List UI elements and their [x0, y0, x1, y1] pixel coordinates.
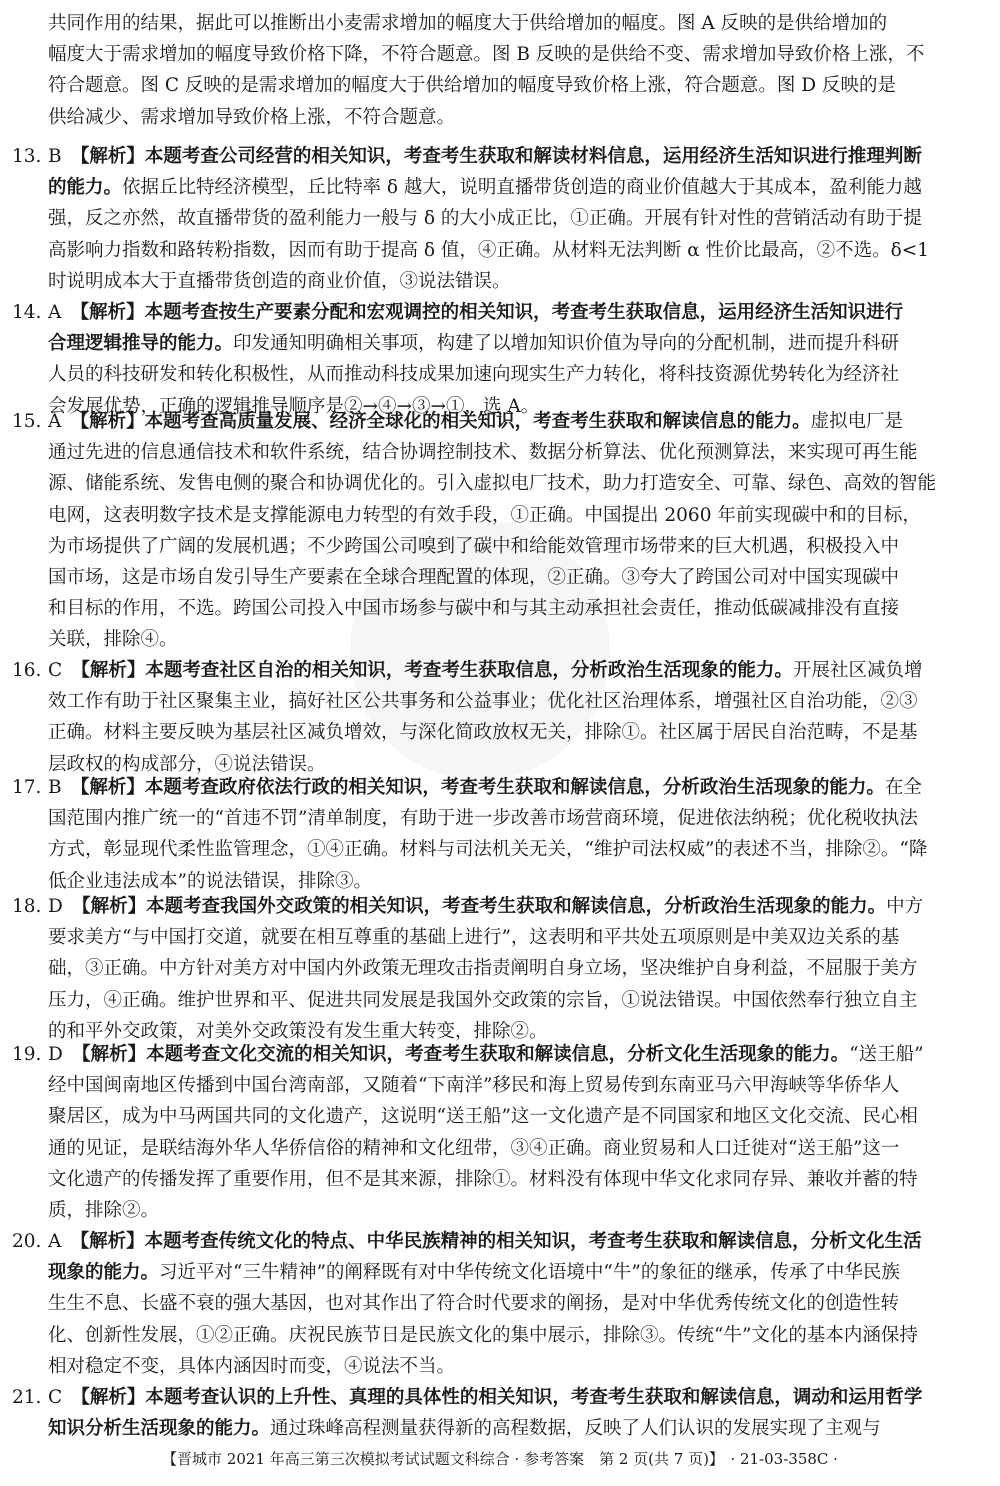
analysis-text: 相对稳定不变，具体内涵因时而变，④说法不当。 [48, 1355, 456, 1377]
analysis-text: 和目标的作用，不选。跨国公司投入中国市场参与碳中和与其主动承担社会责任，推动低碳减排没有直接 [48, 598, 900, 620]
analysis-summary: 本题考查认识的上升性、真理的具体性的相关知识，考查考生获取和解读信息，调动和运用哲学 [145, 1387, 923, 1408]
bold-text: 知识分析生活现象的能力。 [48, 1418, 271, 1440]
text-line [12, 203, 982, 234]
analysis-text: 时说明成本大于直播带货创造的商业价值，③说法错误。 [48, 270, 511, 292]
text-line: 符合题意。图 C 反映的是需求增加的幅度大于供给增加的幅度导致价格上涨，符合题意。图 D 反映的是 [48, 75, 897, 97]
analysis-summary: 本题考查高质量发展、经济全球化的相关知识，考查考生获取和解读信息的能力。 [144, 411, 811, 432]
analysis-text: 通过珠峰高程测量获得新的高程数据，反映了人们认识的发展实现了主观与 [270, 1418, 881, 1440]
analysis-text: 文化遗产的传播发挥了重要作用，但不是其来源，排除①。材料没有体现中华文化求同存异、兼收并蓄的特 [48, 1168, 918, 1190]
analysis-text: 会发展优势，正确的逻辑推导顺序是②→④→③→①，选 A。 [48, 395, 540, 417]
answer-choice: D [48, 896, 63, 917]
analysis-text: 方式，彰显现代柔性监管理念，①④正确。材料与司法机关无关，“维护司法权威”的表述不当，排除②。“降 [48, 839, 928, 861]
answer-item [12, 772, 982, 897]
item-first-line [12, 772, 982, 803]
item-first-line [12, 406, 982, 437]
analysis-label: 【解析】 [71, 660, 146, 681]
analysis-text: 国市场，这是市场自发引导生产要素在全球合理配置的体现，②正确。③夸大了跨国公司对中国实现碳中 [48, 567, 900, 589]
answer-choice: A [48, 1231, 62, 1252]
item-first-line [12, 1382, 982, 1413]
text-line [12, 985, 982, 1016]
analysis-text: 高影响力指数和路转粉指数，因而有助于提高 δ 值，④正确。从材料无法判断 α 性价比最高，②不选。δ<1 [48, 239, 930, 261]
analysis-label: 【解析】 [71, 1387, 146, 1408]
analysis-summary: 本题考查社区自治的相关知识，考查考生获取信息，分析政治生活现象的能力。 [145, 660, 793, 681]
footer-code: · 21-03-358C · [730, 1450, 838, 1468]
text-line [12, 235, 982, 266]
analysis-text: 关联，排除④。 [48, 629, 178, 651]
analysis-text: 强，反之亦然，故直播带货的盈利能力一般与 δ 的大小成正比，①正确。开展有针对性的营销活动有助于提 [48, 208, 922, 230]
text-line [12, 686, 982, 717]
analysis-label: 【解析】 [72, 1044, 147, 1065]
answer-choice: A [48, 411, 62, 432]
answer-item [12, 891, 982, 1047]
text-line [12, 562, 982, 593]
text-line [12, 1133, 982, 1164]
text-line [12, 1257, 982, 1288]
page-footer [0, 1448, 1000, 1470]
analysis-label: 【解析】 [70, 411, 145, 432]
analysis-text: 习近平对“三牛精神”的阐释既有对中华传统文化语境中“牛”的象征的继承，传承了中华民族 [159, 1262, 900, 1284]
text-line [12, 803, 982, 834]
analysis-label: 【解析】 [70, 1231, 145, 1252]
analysis-text: 础，③正确。中方针对美方对中国内外政策无理攻击指责阐明自身立场，坚决维护自身利益，不屈服于美方 [48, 958, 918, 980]
analysis-summary: 本题考查按生产要素分配和宏观调控的相关知识，考查考生获取信息，运用经济生活知识进行 [144, 302, 904, 323]
item-first-line [12, 655, 982, 686]
analysis-text: 电网，这表明数字技术是支撑能源电力转型的有效手段，①正确。中国提出 2060 年前实现碳中和的目标， [48, 504, 921, 526]
question-number: 13. [12, 146, 42, 167]
analysis-text: 开展社区减负增 [792, 660, 923, 681]
analysis-text: 依据丘比特经济模型，丘比特率 δ 越大，说明直播带货创造的商业价值越大于其成本，盈利能力越 [122, 177, 922, 199]
text-line [12, 266, 982, 297]
answer-choice: A [48, 302, 62, 323]
text-line [12, 468, 982, 499]
analysis-text: 生生不息、长盛不衰的强大基因，也对其作出了符合时代要求的阐扬，是对中华优秀传统文化的创造性转 [48, 1293, 900, 1315]
text-line [12, 834, 982, 865]
analysis-text: 人员的科技研发和转化积极性，从而推动科技成果加速向现实生产力转化，将科技资源优势转化为经济社 [48, 364, 900, 386]
answer-item [12, 1039, 982, 1226]
analysis-text: 印发通知明确相关事项，构建了以增加知识价值为导向的分配机制，进而提升科研 [233, 333, 900, 355]
text-line: 共同作用的结果，据此可以推断出小麦需求增加的幅度大于供给增加的幅度。图 A 反映的是供给增加的 [48, 13, 888, 34]
question-number: 17. [12, 777, 42, 798]
text-line [12, 1070, 982, 1101]
text-line [12, 1101, 982, 1132]
item-first-line [12, 1039, 982, 1070]
question-number: 18. [12, 896, 42, 917]
answer-choice: D [48, 1044, 63, 1065]
analysis-text: 聚居区，成为中马两国共同的文化遗产，这说明“送王船”这一文化遗产是不同国家和地区文化交流、民心相 [48, 1106, 918, 1128]
bold-text: 的能力。 [48, 177, 123, 199]
intro-paragraph [48, 8, 982, 133]
answer-choice: B [48, 777, 62, 798]
analysis-text: 源、储能系统、发售电侧的聚合和协调优化的。引入虚拟电厂技术，助力打造安全、可靠、绿色、高效的智能 [48, 473, 937, 495]
answer-choice: B [48, 146, 62, 167]
text-line: 供给减少、需求增加导致价格上涨，不符合题意。 [48, 106, 456, 128]
analysis-summary: 本题考查政府依法行政的相关知识，考查考生获取和解读信息，分析政治生活现象的能力。 [144, 777, 885, 798]
analysis-text: 为市场提供了广阔的发展机遇；不少跨国公司嗅到了碳中和给能效管理市场带来的巨大机遇，积极投入中 [48, 535, 900, 557]
analysis-text: 通过先进的信息通信技术和软件系统，结合协调控制技术、数据分析算法、优化预测算法，来实现可再生能 [48, 442, 918, 464]
analysis-text: 要求美方“与中国打交道，就要在相互尊重的基础上进行”，这表明和平共处五项原则是中美双边关系的基 [48, 927, 900, 949]
text-line [12, 172, 982, 203]
text-line [12, 717, 982, 748]
question-number: 16. [12, 660, 42, 681]
analysis-summary: 本题考查我国外交政策的相关知识，考查考生获取和解读信息，分析政治生活现象的能力。 [146, 896, 887, 917]
analysis-text: 经中国闽南地区传播到中国台湾南部，又随着“下南洋”移民和海上贸易传到东南亚马六甲海峡等华侨华人 [48, 1075, 900, 1097]
analysis-summary: 本题考查公司经营的相关知识，考查考生获取和解读材料信息，运用经济生活知识进行推理判断 [144, 146, 922, 167]
analysis-text: 国范围内推广统一的“首违不罚”清单制度，有助于进一步改善市场营商环境，促进依法纳税；优化税收执法 [48, 808, 918, 830]
analysis-text: “送王船” [849, 1044, 924, 1065]
answer-choice: C [48, 660, 63, 681]
text-line [12, 1195, 982, 1226]
text-line [12, 1164, 982, 1195]
answer-item [12, 655, 982, 780]
question-number: 15. [12, 411, 42, 432]
footer-text: 【晋城市 2021 年高三第三次模拟考试试题文科综合 · 参考答案 第 2 页(共 7 页)】 [162, 1450, 717, 1468]
text-line [12, 1413, 982, 1444]
item-first-line [12, 1226, 982, 1257]
text-line [12, 1288, 982, 1319]
analysis-text: 的和平外交政策，对美外交政策没有发生重大转变，排除②。 [48, 1020, 548, 1042]
analysis-text: 在全 [884, 777, 922, 798]
answer-item [12, 406, 982, 656]
text-line [12, 593, 982, 624]
text-line [12, 1320, 982, 1351]
text-line [12, 922, 982, 953]
text-line [12, 437, 982, 468]
analysis-text: 化、创新性发展，①②正确。庆祝民族节日是民族文化的集中展示，排除③。传统“牛”文化的基本内涵保持 [48, 1324, 918, 1346]
item-first-line [12, 297, 982, 328]
analysis-text: 中方 [886, 896, 924, 917]
answer-choice: C [48, 1387, 63, 1408]
analysis-label: 【解析】 [70, 146, 145, 167]
analysis-label: 【解析】 [72, 896, 147, 917]
bold-text: 合理逻辑推导的能力。 [48, 333, 234, 355]
analysis-label: 【解析】 [70, 777, 145, 798]
text-line [12, 1351, 982, 1382]
answer-item [12, 1382, 982, 1444]
analysis-text: 通的见证，是联结海外华人华侨信俗的精神和文化纽带，③④正确。商业贸易和人口迁徙对“送王船”这一 [48, 1137, 900, 1159]
analysis-text: 低企业违法成本”的说法错误，排除③。 [48, 870, 372, 892]
text-line [12, 624, 982, 655]
analysis-text: 层政权的构成部分，④说法错误。 [48, 753, 326, 775]
question-number: 19. [12, 1044, 42, 1065]
text-line [12, 328, 982, 359]
analysis-summary: 本题考查文化交流的相关知识，考查考生获取和解读信息，分析文化生活现象的能力。 [146, 1044, 850, 1065]
text-line [12, 359, 982, 390]
text-line [12, 500, 982, 531]
bold-text: 现象的能力。 [48, 1262, 160, 1284]
analysis-summary: 本题考查传统文化的特点、中华民族精神的相关知识，考查考生获取和解读信息，分析文化生活 [144, 1231, 922, 1252]
analysis-text: 正确。材料主要反映为基层社区减负增效，与深化简政放权无关，排除①。社区属于居民自治范畴，不是基 [48, 722, 918, 744]
answer-item [12, 1226, 982, 1382]
answer-item [12, 141, 982, 297]
text-line [12, 953, 982, 984]
question-number: 21. [12, 1387, 42, 1408]
question-number: 20. [12, 1231, 42, 1252]
item-first-line [12, 891, 982, 922]
answer-item [12, 297, 982, 422]
question-number: 14. [12, 302, 42, 323]
analysis-text: 压力，④正确。维护世界和平、促进共同发展是我国外交政策的宗旨，①说法错误。中国依然奉行独立自主 [48, 989, 918, 1011]
analysis-label: 【解析】 [70, 302, 145, 323]
text-line [12, 531, 982, 562]
analysis-text: 质，排除②。 [48, 1200, 160, 1222]
analysis-text: 效工作有助于社区聚集主业，搞好社区公共事务和公益事业；优化社区治理体系，增强社区自治功能，②③ [48, 691, 918, 713]
text-line: 幅度大于需求增加的幅度导致价格下降，不符合题意。图 B 反映的是供给不变、需求增加导致价格上涨，不 [48, 44, 925, 66]
item-first-line [12, 141, 982, 172]
analysis-text: 虚拟电厂是 [810, 411, 904, 432]
